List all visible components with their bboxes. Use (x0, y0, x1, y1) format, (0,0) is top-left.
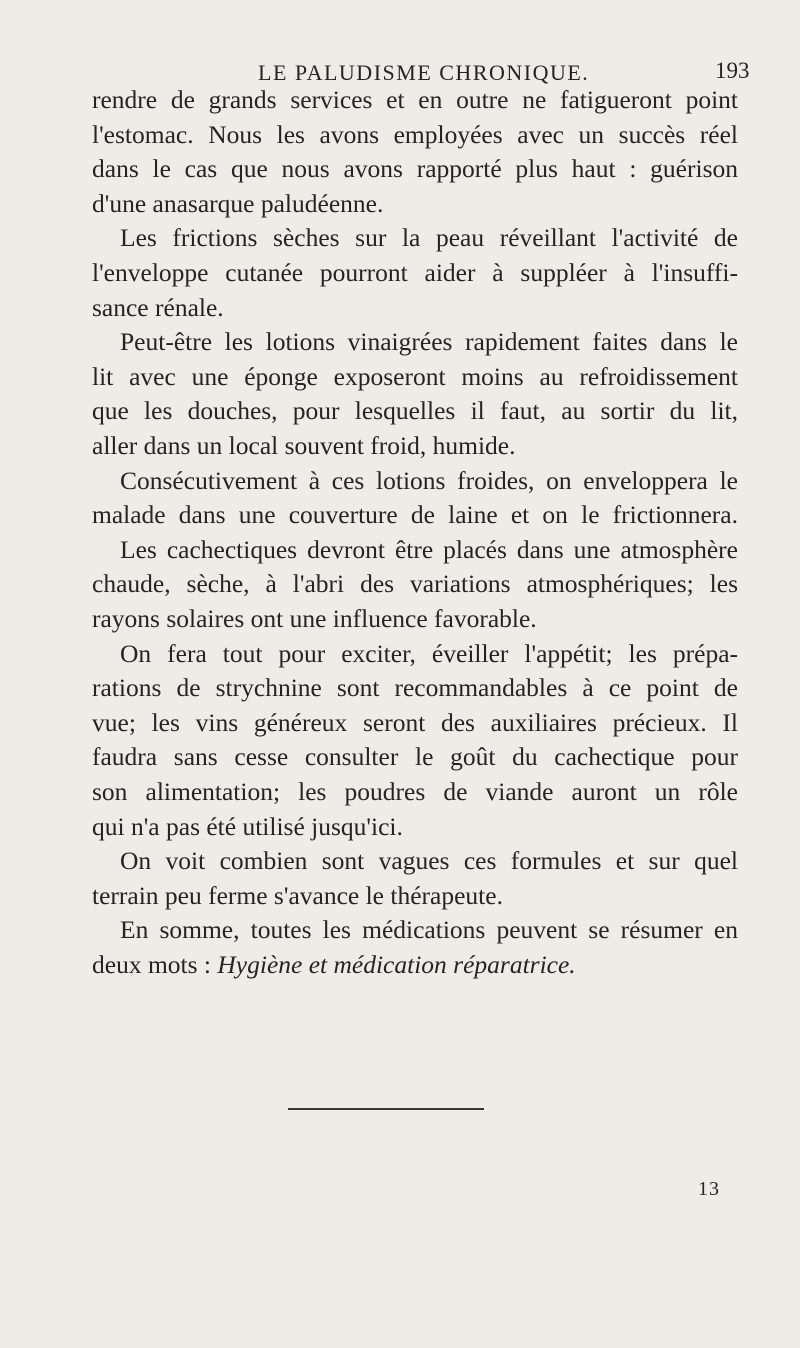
text-line: chaude, sèche, à l'abri des variations atmosphériques; les (92, 569, 738, 599)
running-title: LE PALUDISME CHRONIQUE. (258, 60, 590, 85)
text-line: On fera tout pour exciter, éveiller l'appétit; les prépa- (120, 638, 738, 668)
final-emphasis: Hygiène et médication réparatrice. (217, 950, 576, 979)
text-line: Les frictions sèches sur la peau réveillant l'activité de (120, 223, 738, 253)
text-line: Peut-être les lotions vinaigrées rapidement faites dans le (120, 327, 738, 357)
text-line: son alimentation; les poudres de viande auront un rôle (92, 777, 738, 806)
text-line: l'enveloppe cutanée pourront aider à suppléer à l'insuffi- (92, 258, 738, 287)
text-line: faudra sans cesse consulter le goût du cachectique pour (92, 742, 738, 772)
text-line: aller dans un local souvent froid, humide. (92, 431, 516, 460)
text-line: On voit combien sont vagues ces formules et sur quel (120, 846, 738, 876)
final-line-lead: deux mots : (92, 950, 218, 979)
text-line: d'une anasarque paludéenne. (92, 188, 384, 218)
signature-mark: 13 (698, 1178, 720, 1200)
text-line: que les douches, pour lesquelles il faut, au sortir du lit, (92, 396, 738, 426)
text-line: rations de strychnine sont recommandables à ce point de (92, 673, 738, 703)
text-line: Les cachectiques devront être placés dans une atmosphère (120, 534, 738, 564)
text-line: l'estomac. Nous les avons employées avec un succès réel (92, 119, 738, 149)
text-line: vue; les vins généreux seront des auxiliaires précieux. Il (92, 707, 738, 737)
text-line: terrain peu ferme s'avance le thérapeute. (92, 880, 503, 910)
text-line: lit avec une éponge exposeront moins au refroidissement (92, 361, 738, 391)
page-number: 193 (715, 58, 750, 83)
text-line: En somme, toutes les médications peuvent se résumer en (120, 915, 738, 945)
text-line: sance rénale. (92, 292, 224, 322)
text-line: dans le cas que nous avons rapporté plus haut : guérison (92, 154, 738, 184)
end-rule (288, 1108, 484, 1110)
text-line: Consécutivement à ces lotions froides, on enveloppera le (120, 465, 738, 495)
text-line: qui n'a pas été utilisé jusqu'ici. (92, 811, 403, 841)
text-line: malade dans une couverture de laine et on le frictionnera. (92, 500, 738, 530)
text-line: rendre de grands services et en outre ne fatigueront point (92, 85, 738, 114)
text-line-final (92, 949, 576, 981)
text-line: rayons solaires ont une influence favorable. (92, 604, 537, 633)
